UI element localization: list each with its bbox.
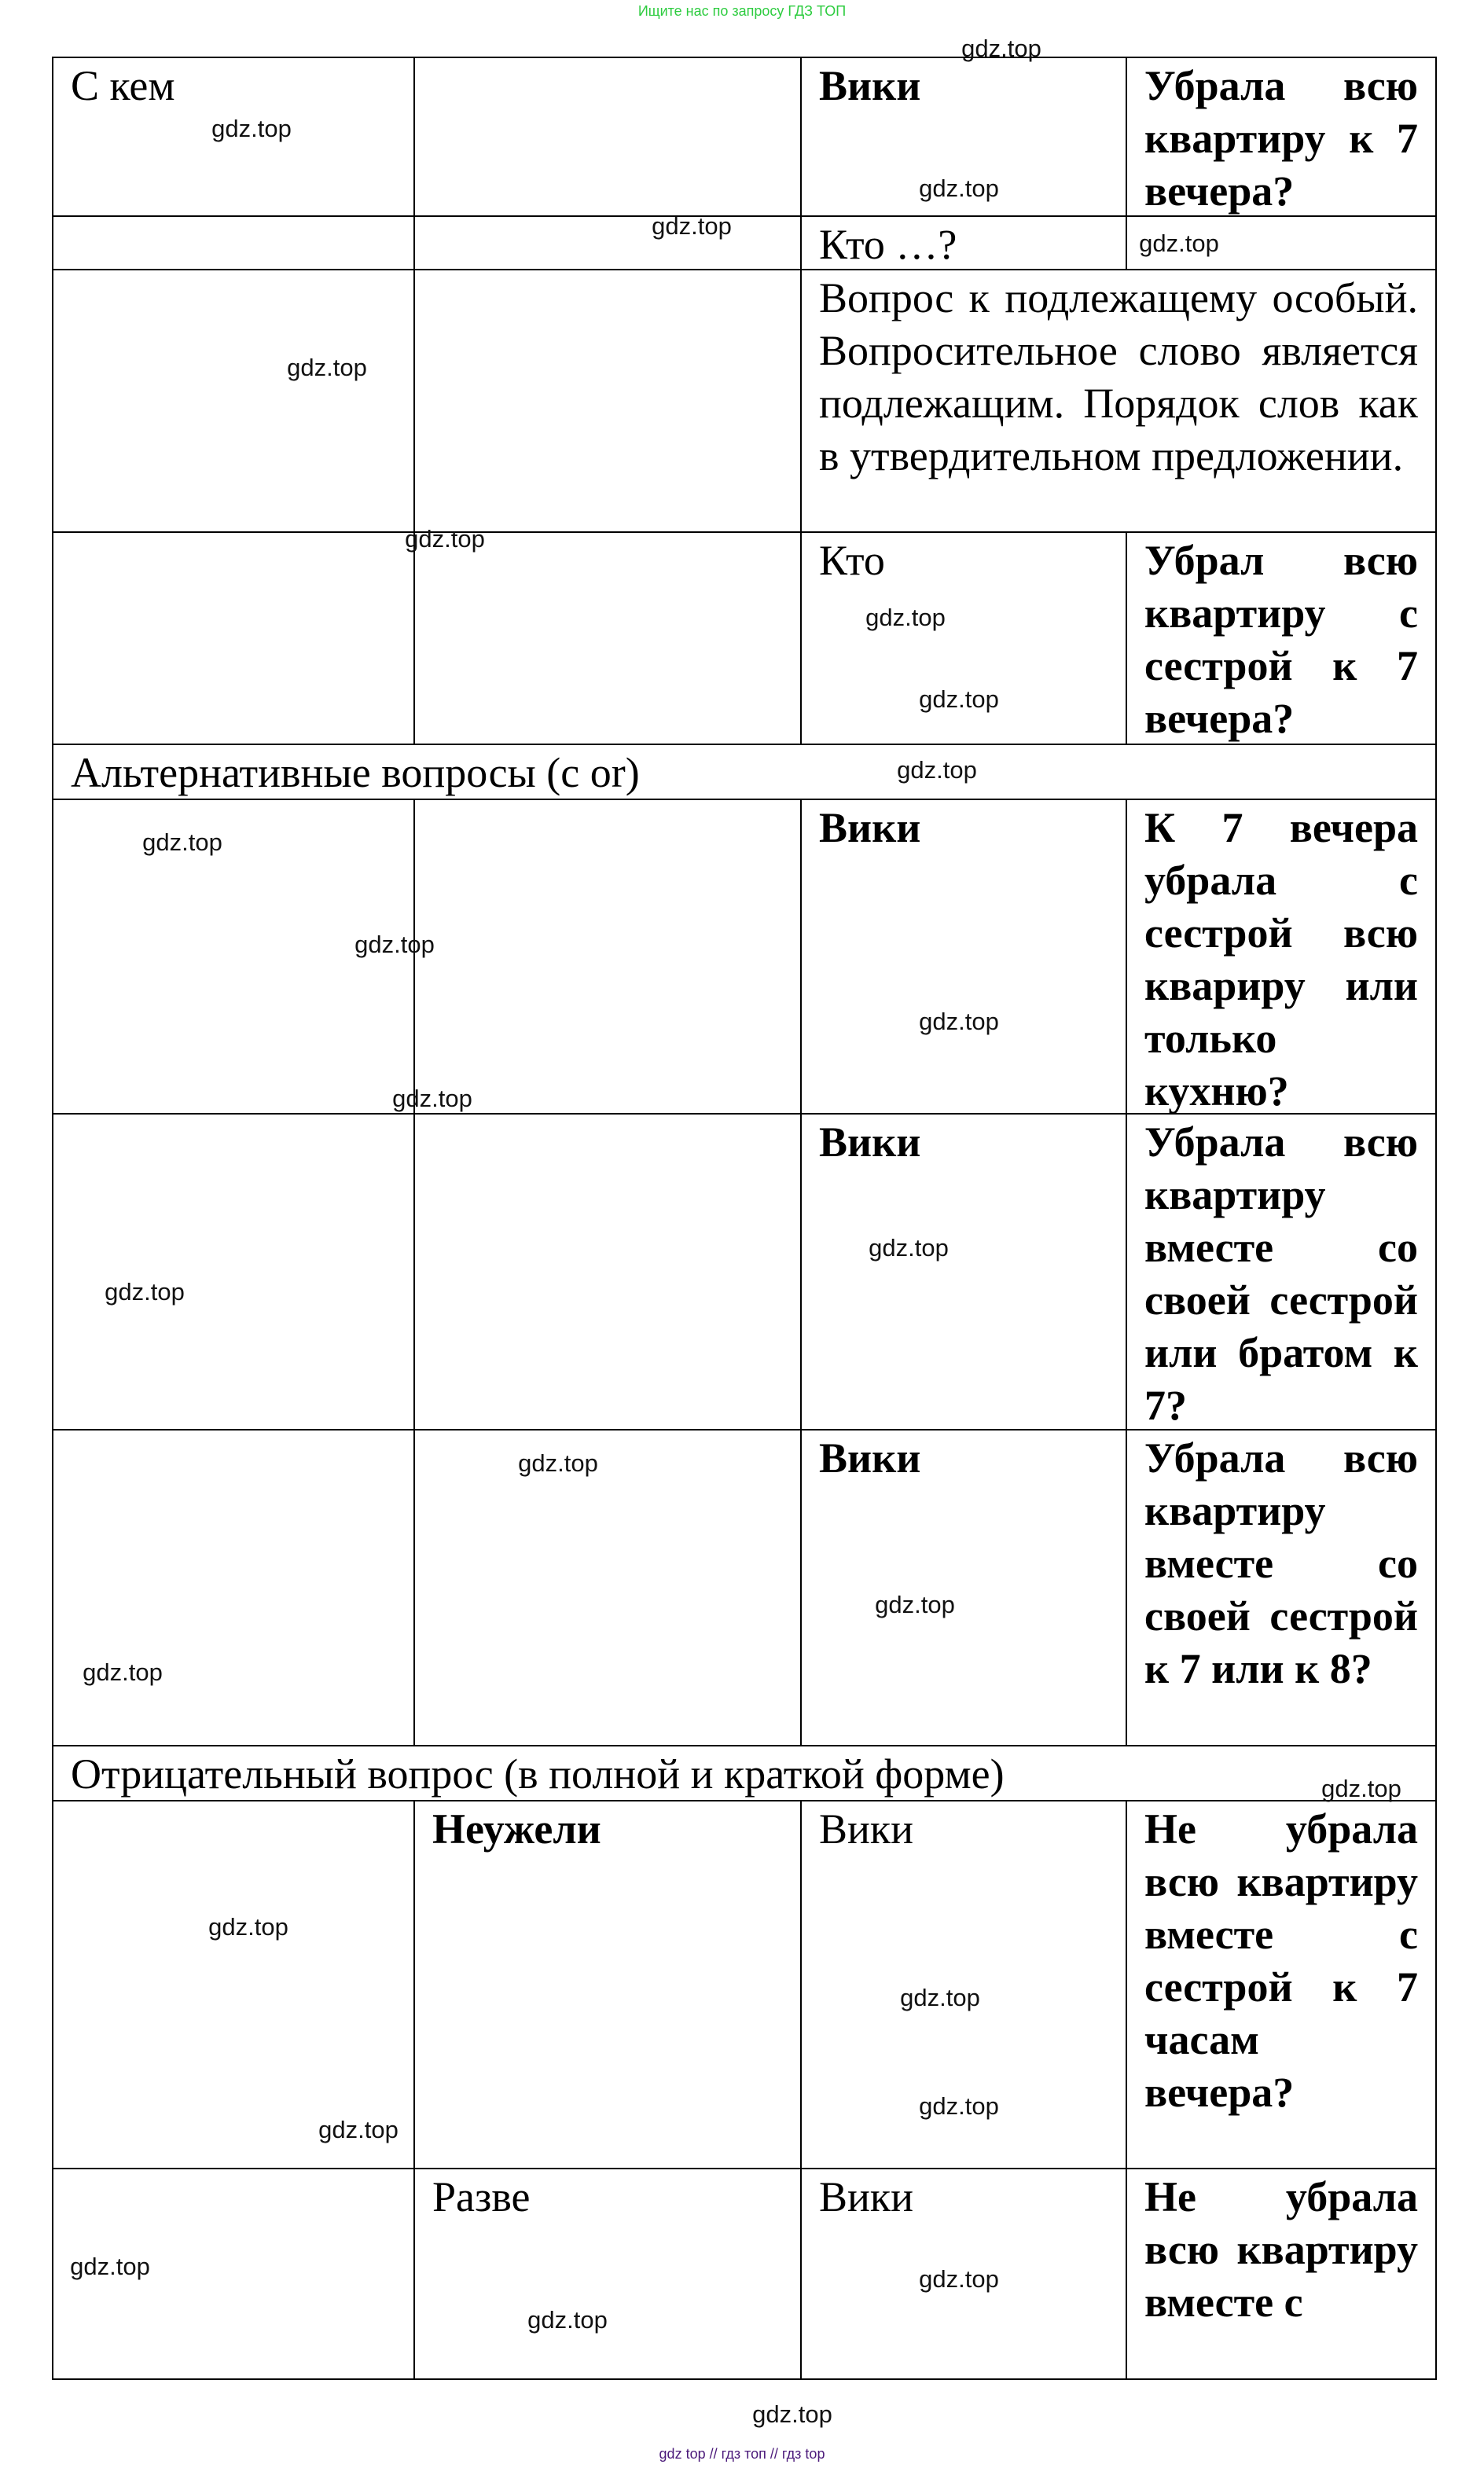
watermark: gdz.top [83, 1658, 163, 1686]
watermark: gdz.top [919, 1008, 999, 1035]
watermark: gdz.top [287, 354, 367, 381]
cell-empty [413, 1429, 802, 1746]
watermark: gdz.top [900, 1984, 980, 2011]
cell-who: Кто …? [800, 215, 1127, 270]
cell-subject: Вики [800, 799, 1127, 1115]
watermark: gdz.top [1321, 1775, 1401, 1802]
watermark: gdz.top [1139, 230, 1219, 257]
watermark: gdz.top [865, 604, 946, 631]
watermark: gdz.top [142, 828, 222, 856]
watermark: gdz.top [405, 525, 485, 553]
cell-subject: Вики [800, 1113, 1127, 1430]
cell-question: Убрала всю квартиру вместе со своей сестрой к 7 или к 8? [1126, 1429, 1437, 1746]
cell-empty [413, 269, 802, 533]
cell-question: Убрала всю квартиру к 7 вечера? [1126, 57, 1437, 217]
cell-subject: Вики [800, 1800, 1127, 2169]
watermark: gdz.top [652, 212, 732, 240]
cell-empty [52, 1800, 415, 2169]
watermark: gdz.top [919, 2265, 999, 2293]
cell-empty [413, 531, 802, 745]
cell-subject: Вики [800, 57, 1127, 217]
cell-question: Не убрала всю квартиру вместе с сестрой к 7 часам вечера? [1126, 1800, 1437, 2169]
cell-with-whom: С кем [52, 57, 415, 217]
cell-explanation: Вопрос к подлежащему особый. Вопросительное слово является подлежащим. Порядок слов как в утвердительном предложении. [800, 269, 1437, 533]
footer-links[interactable]: gdz top // гдз топ // гдз top [659, 2446, 825, 2462]
cell-particle: Неужели [413, 1800, 802, 2169]
section-negative: Отрицательный вопрос (в полной и краткой форме) [52, 1745, 1437, 1801]
watermark: gdz.top [919, 685, 999, 713]
cell-subject: Вики [800, 2168, 1127, 2380]
cell-question: Убрала всю квартиру вместе со своей сестрой или братом к 7? [1126, 1113, 1437, 1430]
watermark: gdz.top [869, 1234, 949, 1262]
section-alternative: Альтернативные вопросы (с or) [52, 744, 1437, 800]
watermark: gdz.top [70, 2253, 150, 2280]
cell-question: Убрал всю квартиру с сестрой к 7 вечера? [1126, 531, 1437, 745]
watermark: gdz.top [392, 1085, 472, 1112]
watermark: gdz.top [354, 931, 435, 958]
watermark: gdz.top [318, 2116, 399, 2143]
cell-question: К 7 вечера убрала с сестрой всю квариру или только кухню? [1126, 799, 1437, 1115]
search-banner[interactable]: Ищите нас по запросу ГДЗ ТОП [637, 3, 847, 19]
watermark: gdz.top [211, 115, 292, 142]
cell-empty [52, 215, 415, 270]
watermark: gdz.top [961, 35, 1041, 62]
cell-empty [52, 1429, 415, 1746]
watermark: gdz.top [752, 2400, 832, 2428]
cell-empty [413, 799, 802, 1115]
cell-subject: Кто [800, 531, 1127, 745]
watermark: gdz.top [919, 174, 999, 202]
cell-empty [413, 1113, 802, 1430]
watermark: gdz.top [208, 1913, 288, 1941]
cell-empty [52, 1113, 415, 1430]
cell-empty [52, 269, 415, 533]
cell-particle: Разве [413, 2168, 802, 2380]
cell-empty [413, 57, 802, 217]
cell-empty [413, 215, 802, 270]
watermark: gdz.top [527, 2306, 608, 2334]
watermark: gdz.top [105, 1278, 185, 1306]
watermark: gdz.top [919, 2092, 999, 2120]
cell-question: Не убрала всю квартиру вместе с [1126, 2168, 1437, 2380]
cell-empty [52, 531, 415, 745]
watermark: gdz.top [518, 1449, 598, 1477]
watermark: gdz.top [875, 1591, 955, 1618]
watermark: gdz.top [897, 756, 977, 784]
cell-subject: Вики [800, 1429, 1127, 1746]
